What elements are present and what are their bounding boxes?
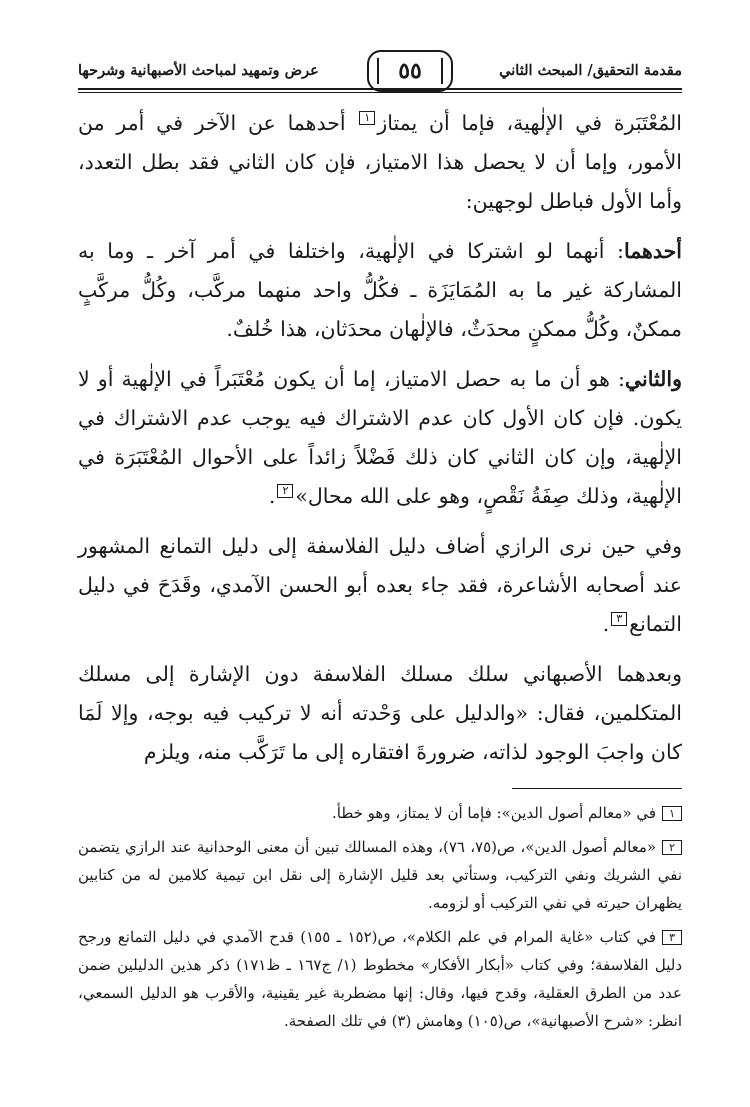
footnote-number: ٢ (662, 840, 682, 855)
footnote (78, 799, 682, 827)
footnote-separator (512, 788, 682, 789)
paragraph (78, 360, 682, 516)
footnote (78, 923, 682, 1035)
header-rule-thick (78, 88, 682, 90)
paragraph-text: : أنهما لو اشتركا في الإلٰهية، واختلفا في أمر آخر ـ وما به المشاركة غير ما به المُمَايَزَة ـ فكُلُّ واحد منهما مركَّب، وكُلُّ مركَّبٍ ممكنٌ، وكُلُّ ممكنٍ محدَثٌ، فالإلٰهان محدَثان، هذا خُلفٌ. (78, 239, 682, 341)
footnote-number: ١ (662, 806, 682, 821)
footnote-ref[interactable]: ٢ (277, 484, 293, 498)
paragraph-lead: أحدهما (623, 239, 682, 263)
paragraph-text: . (602, 612, 610, 636)
paragraph-lead: والثاني (624, 367, 682, 391)
paragraph-text: وفي حين نرى الرازي أضاف دليل الفلاسفة إلى دليل التمانع المشهور عند أصحابه الأشاعرة، فقد جاء بعده أبو الحسن الآمدي، وقَدَحَ في دليل التمانع (78, 534, 682, 636)
paragraph-text: أحدهما عن الآخر في أمر من الأمور، وإما أن لا يحصل هذا الامتياز، فإن كان الثاني فقد بطل التعدد، وأما الأول فباطل لوجهين: (78, 111, 682, 213)
header-rule-thin (78, 92, 682, 93)
paragraph (78, 655, 682, 772)
paragraph-text: : هو أن ما به حصل الامتياز، إما أن يكون مُعْتَبَراً في الإلٰهية أو لا يكون. فإن كان الأول كان عدم الاشتراك فيه يوجب عدم الاشتراك في الإلٰهية، وإن كان الثاني كان ذلك فَضْلاً زائداً على الأحوال المُعْتَبَرَة في الإلٰهية، وذلك صِفَةُ نَقْصٍ، وهو على الله محال» (78, 367, 682, 508)
paragraph (78, 527, 682, 644)
paragraph (78, 104, 682, 221)
paragraph-text: . (268, 484, 276, 508)
footnote-text: «معالم أصول الدين»، ص(٧٥، ٧٦)، وهذه المسالك تبين أن معنى الوحدانية عند الرازي يتضمن نفي الشريك ونفي التركيب، وستأتي بعد قليل الإشارة إلى نقل ابن تيمية كلامين له من كتابين يظهران حيرته في نفي التركيب أو لزومه. (78, 838, 682, 912)
header-chapter-title: مقدمة التحقيق/ المبحث الثاني (499, 62, 682, 79)
footnote (78, 833, 682, 917)
footnote-number: ٣ (662, 930, 682, 945)
main-text (78, 104, 682, 772)
paragraph (78, 232, 682, 349)
footnote-ref[interactable]: ١ (359, 111, 375, 125)
footnote-text: في «معالم أصول الدين»: فإما أن لا يمتاز، وهو خطأ. (332, 804, 657, 822)
page-number: ٥٥ (398, 58, 422, 84)
footnote-text: في كتاب «غاية المرام في علم الكلام»، ص(١٥٢ ـ ١٥٥) قدح الآمدي في دليل التمانع ورجح دليل الفلاسفة؛ وفي كتاب «أبكار الأفكار» مخطوط (١/ ج١٦٧ ـ ظ١٧١) ذكر هذين الدليلين ضمن عدد من الطرق العقلية، وقدح فيها، وقال: إنها مضطربة غير يقينية، والأقرب هو الدليل السمعي، انظر: «شرح الأصبهانية»، ص(١٠٥) وهامش (٣) في تلك الصفحة. (78, 928, 682, 1030)
running-header (78, 44, 682, 90)
footnotes (78, 799, 682, 1035)
header-book-title: عرض وتمهيد لمباحث الأصبهانية وشرحها (78, 62, 319, 79)
paragraph-text: المُعْتَبَرة في الإلٰهية، فإما أن يمتاز (377, 111, 682, 135)
paragraph-text: وبعدهما الأصبهاني سلك مسلك الفلاسفة دون الإشارة إلى مسلك المتكلمين، فقال: «والدليل على وَحْدته أنه لا تركيب فيه بوجه، وإلا لَمَا كان واجبَ الوجود لذاته، ضرورةَ افتقاره إلى ما تَرَكَّب منه، ويلزم (78, 662, 682, 764)
page-number-frame (367, 50, 453, 92)
book-page (78, 44, 682, 1041)
footnote-ref[interactable]: ٣ (611, 612, 627, 626)
